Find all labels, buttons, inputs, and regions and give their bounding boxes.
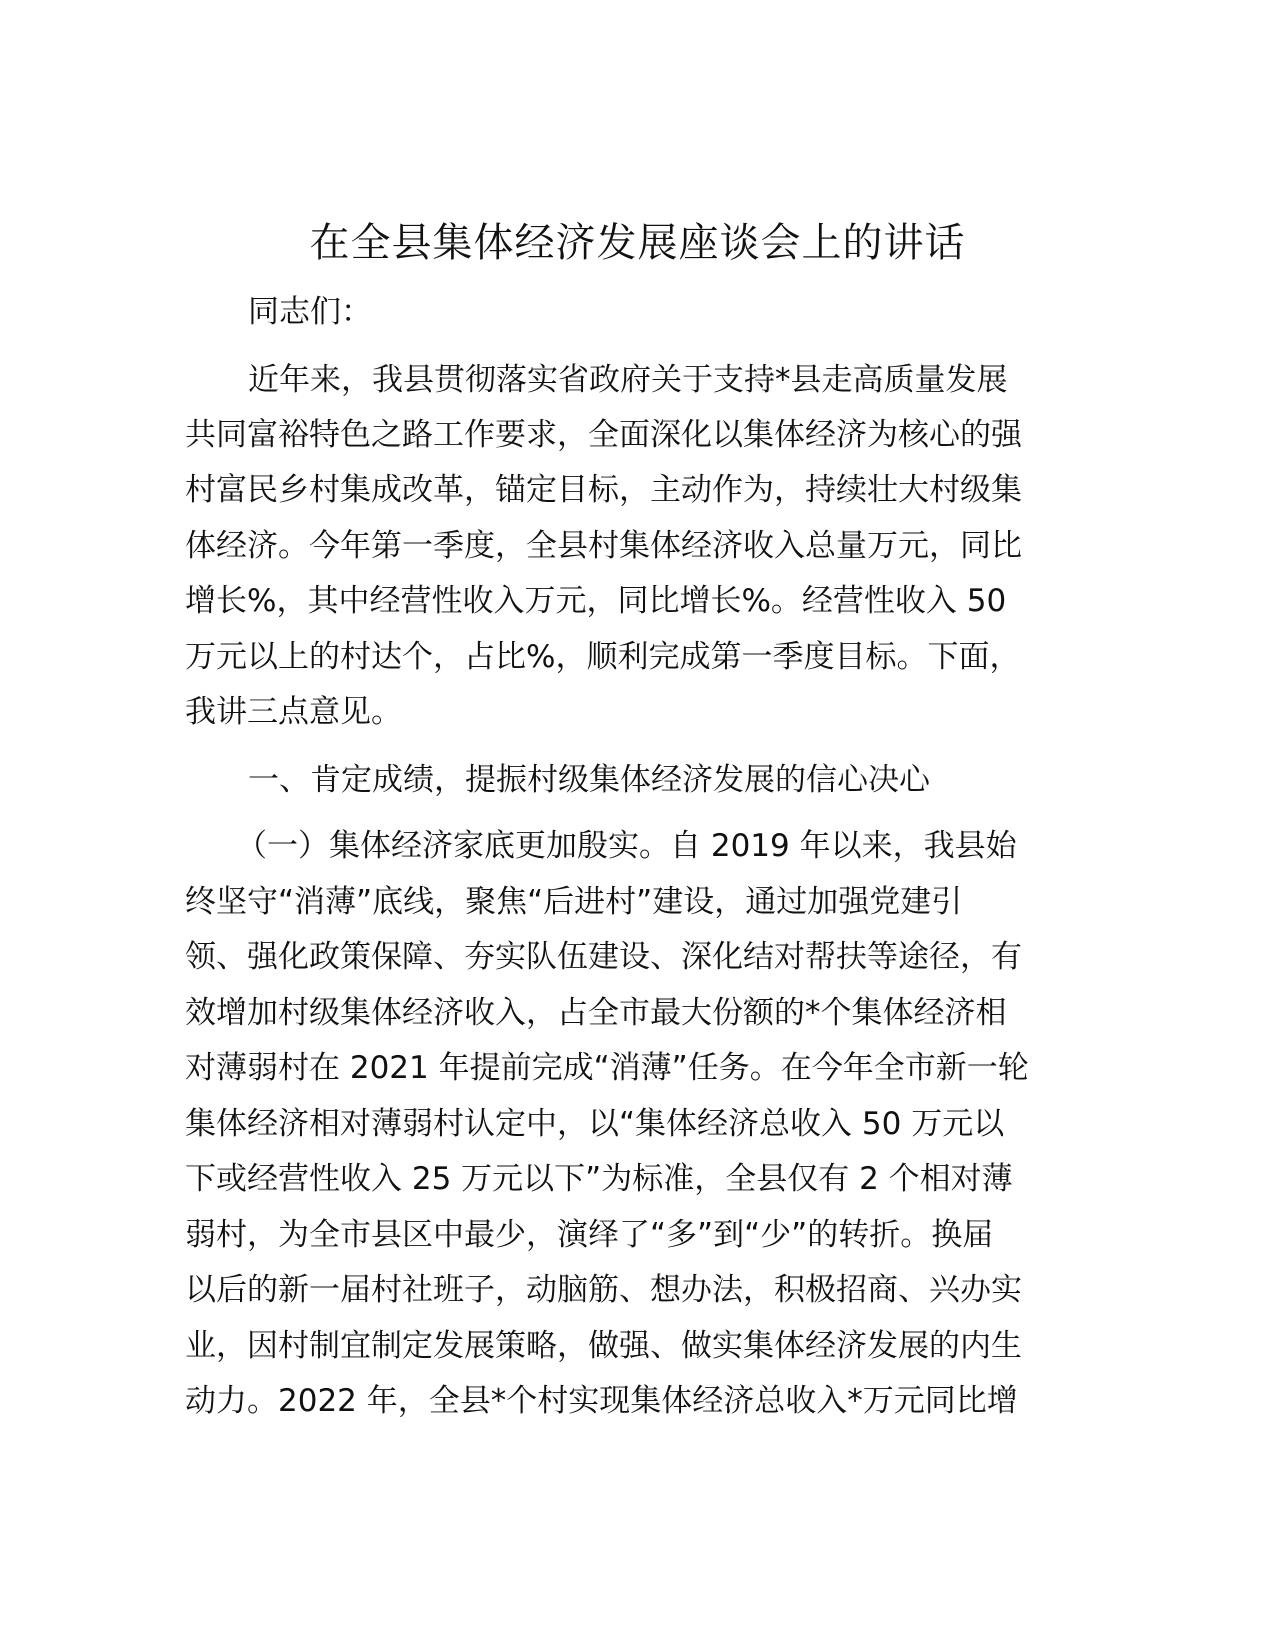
paragraph-line: 业，因村制宜制定发展策略，做强、做实集体经济发展的内生 [185,1328,1022,1364]
paragraph-line: 共同富裕特色之路工作要求，全面深化以集体经济为核心的强 [185,417,1022,453]
salutation: 同志们： [248,294,372,330]
paragraph-line: 集体经济相对薄弱村认定中，以“集体经济总收入 50 万元以 [185,1106,1005,1142]
paragraph-line: 村富民乡村集成改革，锚定目标，主动作为，持续壮大村级集 [185,472,1022,508]
paragraph-line: 终坚守“消薄”底线，聚焦“后进村”建设，通过加强党建引 [185,884,963,920]
paragraph-line: 对薄弱村在 2021 年提前完成“消薄”任务。在今年全市新一轮 [185,1050,1029,1086]
paragraph-line: 以后的新一届村社班子，动脑筋、想办法，积极招商、兴办实 [185,1272,1022,1308]
paragraph-line: 动力。2022 年，全县*个村实现集体经济总收入*万元同比增 [185,1383,1018,1419]
document-title: 在全县集体经济发展座谈会上的讲话 [309,220,966,266]
section-heading: 一、肯定成绩，提振村级集体经济发展的信心决心 [248,762,930,798]
paragraph-line: 效增加村级集体经济收入，占全市最大份额的*个集体经济相 [185,995,1007,1031]
paragraph-line: 领、强化政策保障、夯实队伍建设、深化结对帮扶等途径，有 [185,939,1022,975]
paragraph-line: 下或经营性收入 25 万元以下”为标准，全县仅有 2 个相对薄 [185,1161,1013,1197]
paragraph-line: 增长%，其中经营性收入万元，同比增长%。经营性收入 50 [185,583,1007,619]
subsection-line: （一）集体经济家底更加殷实。自 2019 年以来，我县始 [236,828,1017,864]
paragraph-line: 我讲三点意见。 [185,694,402,730]
paragraph-line: 近年来，我县贯彻落实省政府关于支持*县走高质量发展 [248,362,1008,398]
paragraph-line: 弱村，为全市县区中最少，演绎了“多”到“少”的转折。换届 [185,1217,994,1253]
paragraph-line: 体经济。今年第一季度，全县村集体经济收入总量万元，同比 [185,528,1022,564]
paragraph-line: 万元以上的村达个，占比%，顺利完成第一季度目标。下面， [185,639,1021,675]
